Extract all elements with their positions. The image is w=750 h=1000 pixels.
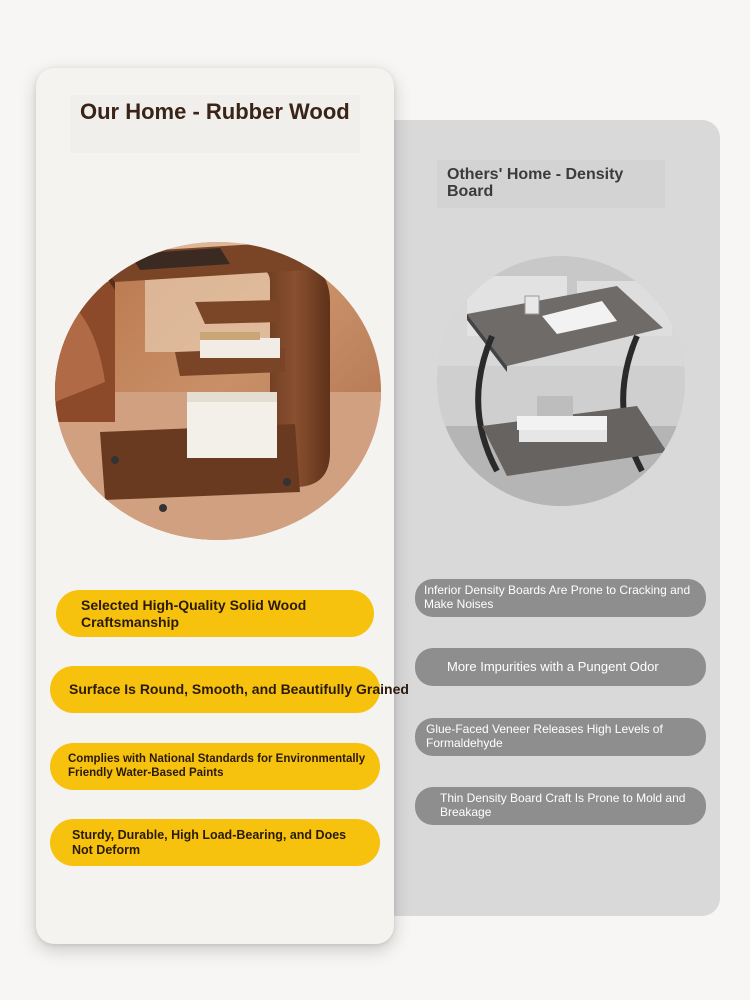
drawback-pill [415,648,706,686]
feature-text: Selected High-Quality Solid Wood Craftsmanship [81,597,307,630]
ours-title: Our Home - Rubber Wood [80,99,350,124]
feature-pill [50,743,380,790]
drawback-pill [415,718,706,756]
density-board-table-image [437,256,685,506]
feature-pill [50,819,380,866]
feature-pill [50,666,409,713]
drawback-text: Glue-Faced Veneer Releases High Levels of Formaldehyde [426,722,663,750]
drawback-text: Inferior Density Boards Are Prone to Cracking and Make Noises [424,583,691,611]
drawback-pill [415,787,706,825]
drawback-text: More Impurities with a Pungent Odor [447,658,659,674]
density-board-table-illustration [437,256,685,506]
others-title: Others' Home - Density Board [447,166,624,200]
drawback-text: Thin Density Board Craft Is Prone to Mold and Breakage [440,791,686,819]
feature-text: Surface Is Round, Smooth, and Beautifully Grained [69,681,409,698]
rubber-wood-table-illustration [55,242,381,540]
feature-text: Complies with National Standards for Environmentally Friendly Water-Based Paints [68,753,366,779]
feature-text: Sturdy, Durable, High Load-Bearing, and Does Not Deform [72,828,347,857]
feature-pill [56,590,374,637]
drawback-pill [415,579,706,617]
rubber-wood-table-image [55,242,381,540]
